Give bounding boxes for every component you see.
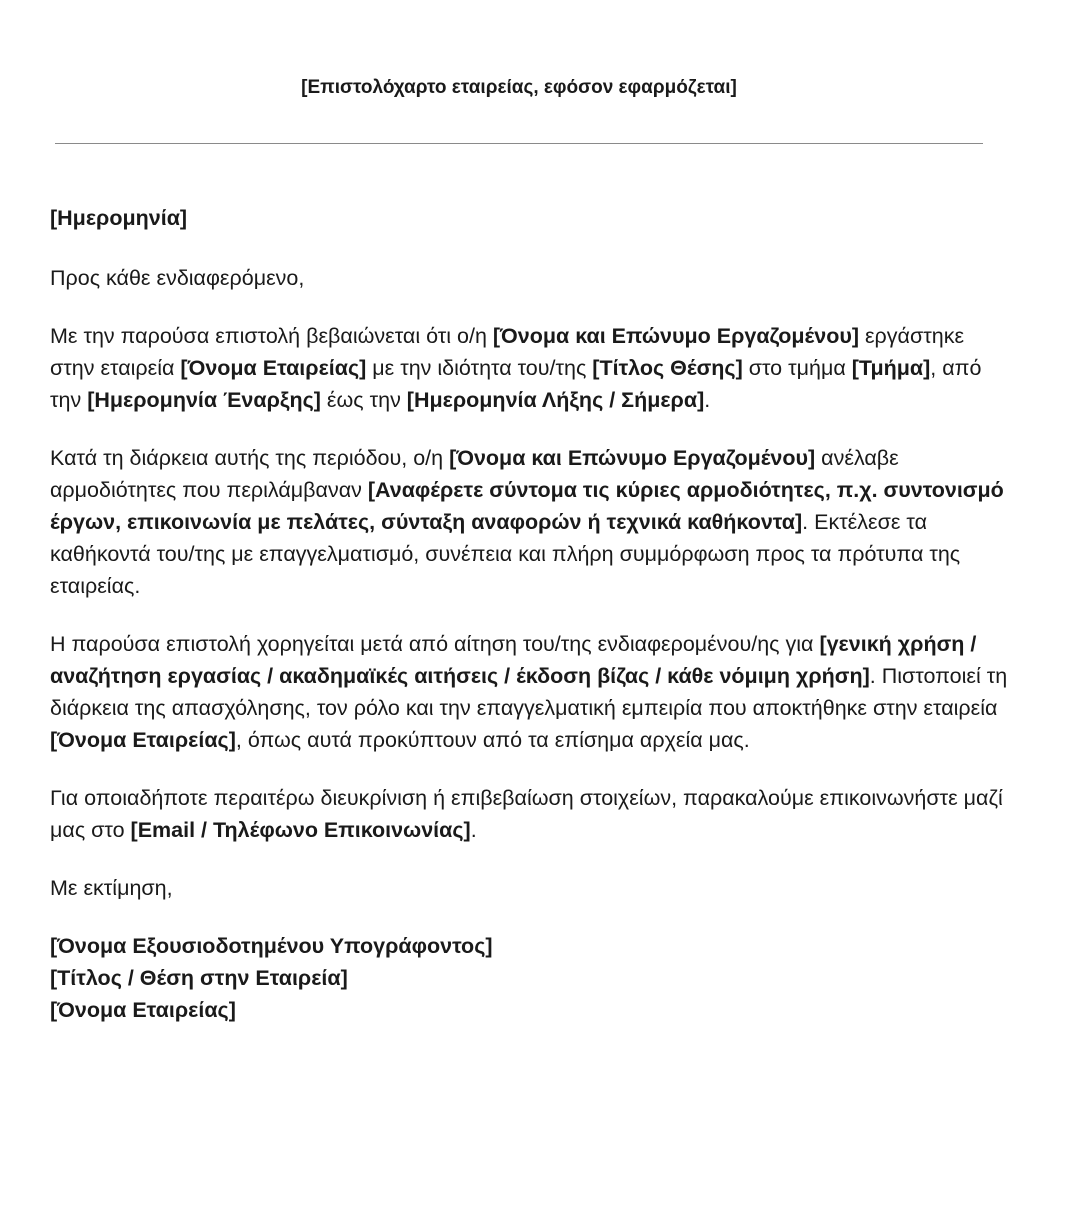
duties-placeholder: [Αναφέρετε σύντομα τις κύριες αρμοδιότητες, π.χ. συντονισμό έργων, επικοινωνία με πελάτες, σύνταξη αναφορών ή τεχνικά καθήκοντα] [50, 478, 1004, 534]
employee-name-placeholder: [Όνομα και Επώνυμο Εργαζομένου] [449, 446, 816, 470]
text-segment: Κατά τη διάρκεια αυτής της περιόδου, ο/η [50, 446, 450, 470]
start-date-placeholder: [Ημερομηνία Έναρξης] [87, 388, 321, 412]
paragraph-purpose [50, 628, 1010, 756]
department-placeholder: [Τμήμα] [851, 356, 931, 380]
contact-placeholder: [Email / Τηλέφωνο Επικοινωνίας] [130, 818, 471, 842]
text-segment: στο τμήμα [742, 356, 852, 380]
closing: Με εκτίμηση, [50, 876, 173, 900]
text-segment: , όπως αυτά προκύπτουν από τα επίσημα αρχεία μας. [235, 728, 750, 752]
date-placeholder: [Ημερομηνία] [50, 206, 188, 230]
text-segment: εργάστηκε στην εταιρεία [50, 324, 965, 380]
purpose-placeholder: [γενική χρήση / αναζήτηση εργασίας / ακαδημαϊκές αιτήσεις / έκδοση βίζας / κάθε νόμιμη χρήση] [50, 632, 977, 688]
text-segment: . Πιστοποιεί τη διάρκεια της απασχόλησης, τον ρόλο και την επαγγελματική εμπειρία που αποκτήθηκε στην εταιρεία [50, 664, 1008, 720]
letter-body [50, 202, 1010, 1026]
paragraph-employment [50, 320, 1010, 416]
text-segment: Για οποιαδήποτε περαιτέρω διευκρίνιση ή επιβεβαίωση στοιχείων, παρακαλούμε επικοινωνήστε μαζί μας στο [50, 786, 1003, 842]
company-name-placeholder: [Όνομα Εταιρείας] [180, 356, 367, 380]
job-title-placeholder: [Τίτλος Θέσης] [592, 356, 743, 380]
text-segment: έως την [320, 388, 407, 412]
text-segment: Η παρούσα επιστολή χορηγείται μετά από αίτηση του/της ενδιαφερομένου/ης για [50, 632, 820, 656]
signatory-name-placeholder: [Όνομα Εξουσιοδοτημένου Υπογράφοντος] [50, 934, 493, 958]
signatory-title-placeholder: [Τίτλος / Θέση στην Εταιρεία] [50, 966, 348, 990]
text-segment: . [470, 818, 477, 842]
paragraph-contact [50, 782, 1010, 846]
text-segment: , από την [50, 356, 982, 412]
end-date-placeholder: [Ημερομηνία Λήξης / Σήμερα] [406, 388, 705, 412]
signature-block [50, 930, 1010, 1026]
paragraph-duties [50, 442, 1010, 602]
date-line [50, 202, 1010, 234]
text-segment: ανέλαβε αρμοδιότητες που περιλάμβαναν [50, 446, 899, 502]
letterhead-placeholder: [Επιστολόχαρτο εταιρείας, εφόσον εφαρμόζεται] [301, 77, 737, 98]
company-name-placeholder: [Όνομα Εταιρείας] [50, 728, 236, 752]
text-segment: . Εκτέλεσε τα καθήκοντά του/της με επαγγελματισμό, συνέπεια και πλήρη συμμόρφωση προς τα πρότυπα της εταιρείας. [50, 510, 961, 598]
text-segment: Με την παρούσα επιστολή βεβαιώνεται ότι ο/η [50, 324, 493, 348]
signatory-company-placeholder: [Όνομα Εταιρείας] [50, 998, 236, 1022]
text-segment: . [704, 388, 711, 412]
employee-name-placeholder: [Όνομα και Επώνυμο Εργαζομένου] [492, 324, 859, 348]
text-segment: με την ιδιότητα του/της [366, 356, 593, 380]
header-divider [55, 143, 983, 144]
salutation: Προς κάθε ενδιαφερόμενο, [50, 266, 305, 290]
